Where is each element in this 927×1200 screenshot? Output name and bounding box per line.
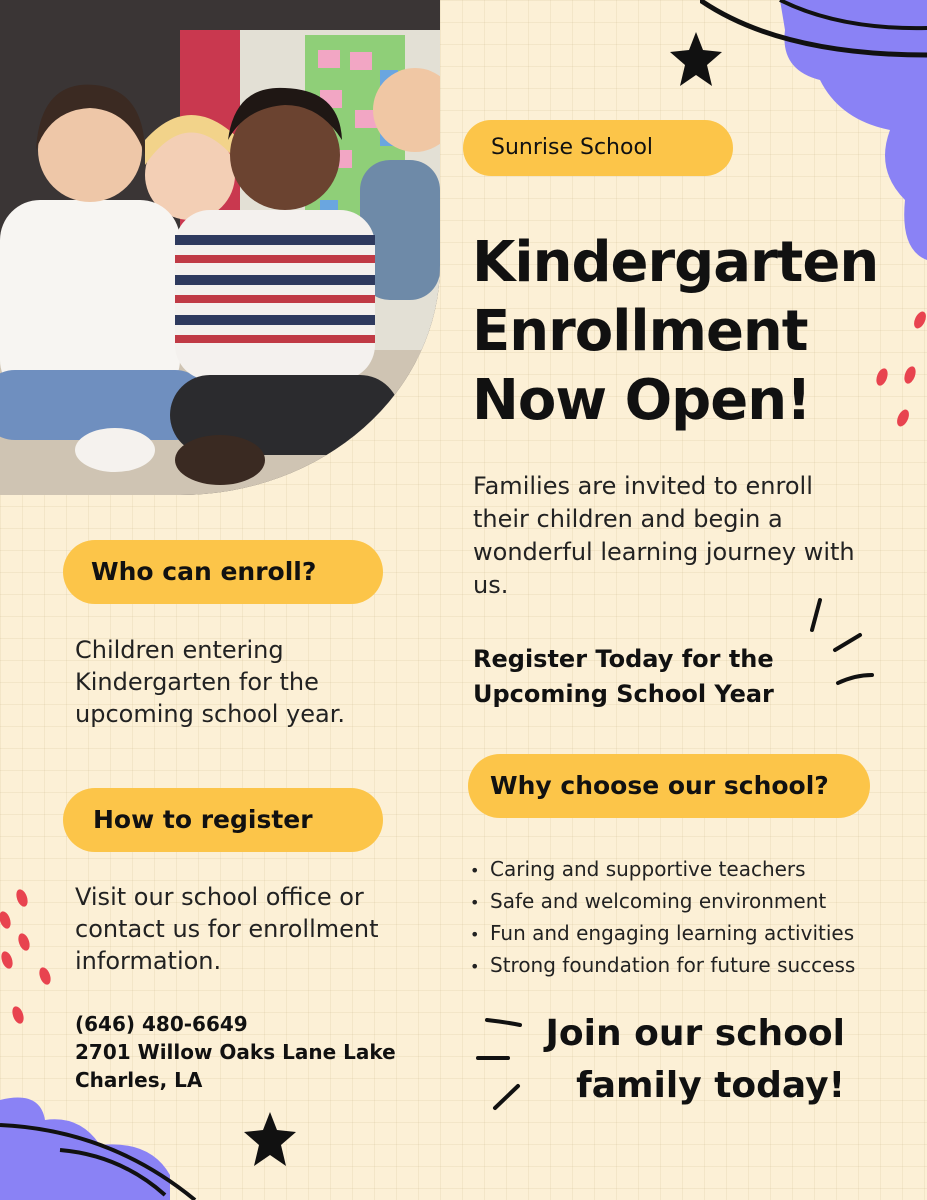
how-to-register-heading: How to register bbox=[63, 788, 383, 852]
red-dots-left bbox=[0, 880, 60, 1030]
blob-bottom-left bbox=[0, 1085, 230, 1200]
children-photo bbox=[0, 0, 440, 495]
star-icon-top bbox=[668, 30, 724, 88]
why-choose-heading: Why choose our school? bbox=[468, 754, 870, 818]
closing-line-2: family today! bbox=[576, 1065, 845, 1106]
contact-info bbox=[75, 1010, 415, 1094]
blob-top-right bbox=[700, 0, 927, 260]
page-title bbox=[472, 228, 912, 435]
reasons-list bbox=[470, 854, 855, 982]
register-line-2: Upcoming School Year bbox=[473, 680, 774, 708]
register-callout bbox=[473, 642, 833, 712]
title-line-1: Kindergarten bbox=[472, 230, 879, 295]
closing-line-1: Join our school bbox=[545, 1013, 845, 1054]
register-line-1: Register Today for the bbox=[473, 645, 774, 673]
list-item: • Strong foundation for future success bbox=[470, 950, 855, 982]
phone-number: (646) 480-6649 bbox=[75, 1012, 248, 1036]
title-line-3: Now Open! bbox=[472, 368, 811, 433]
list-item: • Safe and welcoming environment bbox=[470, 886, 855, 918]
address: 2701 Willow Oaks Lane Lake Charles, LA bbox=[75, 1040, 396, 1092]
star-icon-bottom bbox=[242, 1110, 298, 1168]
list-item: • Fun and engaging learning activities bbox=[470, 918, 855, 950]
who-can-enroll-text: Children entering Kindergarten for the upcoming school year. bbox=[75, 636, 345, 728]
title-line-2: Enrollment bbox=[472, 299, 808, 364]
intro-paragraph: Families are invited to enroll their children and begin a wonderful learning journey with us. bbox=[473, 472, 855, 599]
school-name-badge: Sunrise School bbox=[463, 120, 733, 176]
list-item: • Caring and supportive teachers bbox=[470, 854, 855, 886]
who-can-enroll-heading: Who can enroll? bbox=[63, 540, 383, 604]
how-to-register-text: Visit our school office or contact us for enrollment information. bbox=[75, 883, 379, 975]
closing-call-to-action bbox=[470, 1008, 845, 1112]
